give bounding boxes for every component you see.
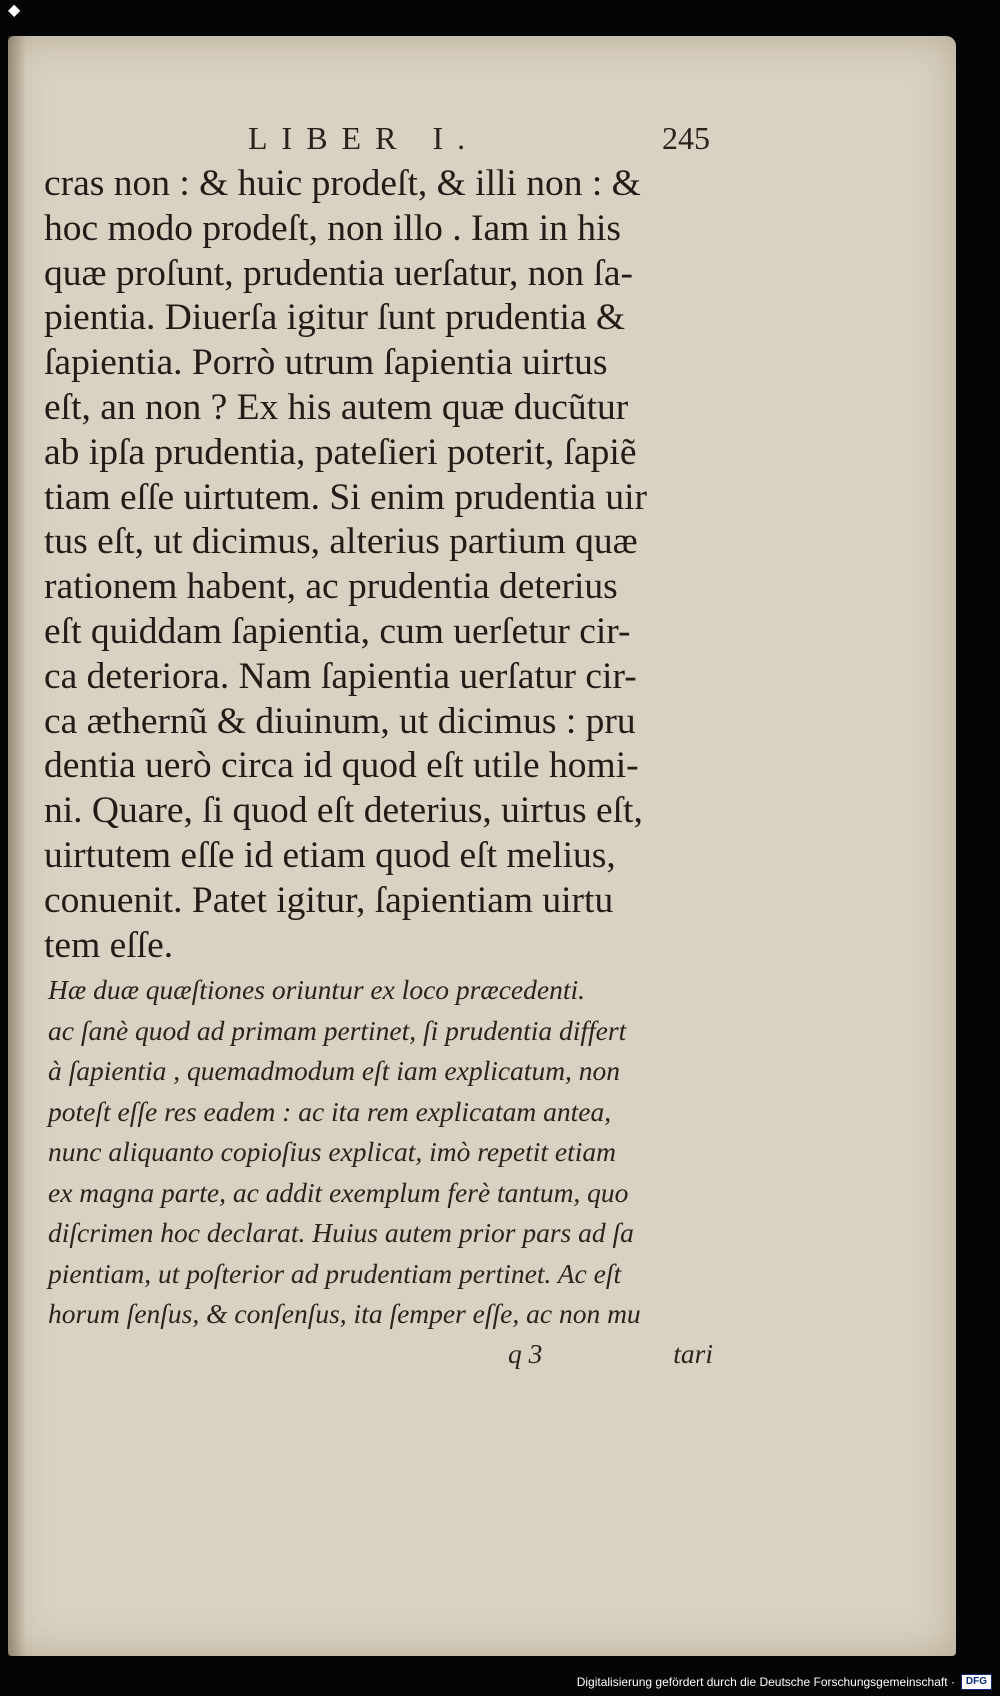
main-text-block <box>44 162 714 968</box>
commentary-block <box>48 970 713 1335</box>
text-line: ca deteriora. Nam ſapientia uerſatur cir- <box>44 655 637 697</box>
text-line: ab ipſa prudentia, pateſieri poterit, ſapiẽ <box>44 431 637 473</box>
commentary-line: horum ſenſus, & conſenſus, ita ſemper eſſe, ac non mu <box>48 1298 641 1329</box>
signature-line <box>48 1338 713 1378</box>
text-line: ſapientia. Porrò utrum ſapientia uirtus <box>44 342 608 384</box>
text-line: hoc modo prodeſt, non illo . Iam in his <box>44 207 622 249</box>
text-line: eſt quiddam ſapientia, cum uerſetur cir- <box>44 610 631 652</box>
credit-text: Digitalisierung gefördert durch die Deutsche Forschungsgemeinschaft · <box>576 1675 955 1689</box>
text-line: ni. Quare, ſi quod eſt deterius, uirtus eſt, <box>44 790 643 832</box>
corner-marker-icon: ◆ <box>8 0 21 19</box>
dfg-logo: DFG <box>961 1674 992 1690</box>
running-head-title: LIBER I. <box>248 120 480 156</box>
commentary-line: poteſt eſſe res eadem : ac ita rem explicatam antea, <box>48 1095 612 1127</box>
text-line: dentia uerò circa id quod eſt utile homi- <box>44 745 639 787</box>
text-line: cras non : & huic prodeſt, & illi non : & <box>44 163 641 204</box>
digitization-credit <box>577 1672 992 1692</box>
text-line: tiam eſſe uirtutem. Si enim prudentia uir <box>44 476 647 518</box>
page-gutter-shadow <box>8 36 26 1656</box>
signature-mark: q 3 <box>508 1338 543 1369</box>
text-line: uirtutem eſſe id etiam quod eſt melius, <box>44 834 616 876</box>
text-line: eſt, an non ? Ex his autem quæ ducũtur <box>44 386 629 428</box>
text-line: pientia. Diuerſa igitur ſunt prudentia & <box>44 297 626 339</box>
text-line: quæ proſunt, prudentia uerſatur, non ſa- <box>44 252 633 294</box>
text-line: tus eſt, ut dicimus, alterius partium quæ <box>44 521 638 563</box>
running-head <box>48 120 710 160</box>
text-line: ca æthernũ & diuinum, ut dicimus : pru <box>44 700 636 742</box>
text-line: rationem habent, ac prudentia deterius <box>44 566 618 608</box>
commentary-line: diſcrimen hoc declarat. Huius autem prior pars ad ſa <box>48 1217 634 1248</box>
commentary-line: ac ſanè quod ad primam pertinet, ſi prudentia differt <box>48 1014 627 1046</box>
commentary-line: Hæ duæ quæſtiones oriuntur ex loco præcedenti. <box>48 974 585 1005</box>
text-line: tem eſſe. <box>44 924 174 966</box>
page-number: 245 <box>662 120 710 156</box>
catchword: tari <box>673 1338 713 1369</box>
commentary-line: à ſapientia , quemadmodum eſt iam explicatum, non <box>48 1055 621 1086</box>
commentary-line: nunc aliquanto copioſius explicat, imò repetit etiam <box>48 1136 616 1167</box>
text-line: conuenit. Patet igitur, ſapientiam uirtu <box>44 879 614 921</box>
commentary-line: ex magna parte, ac addit exemplum ferè tantum, quo <box>48 1176 629 1208</box>
commentary-line: pientiam, ut poſterior ad prudentiam pertinet. Ac eſt <box>48 1257 622 1289</box>
